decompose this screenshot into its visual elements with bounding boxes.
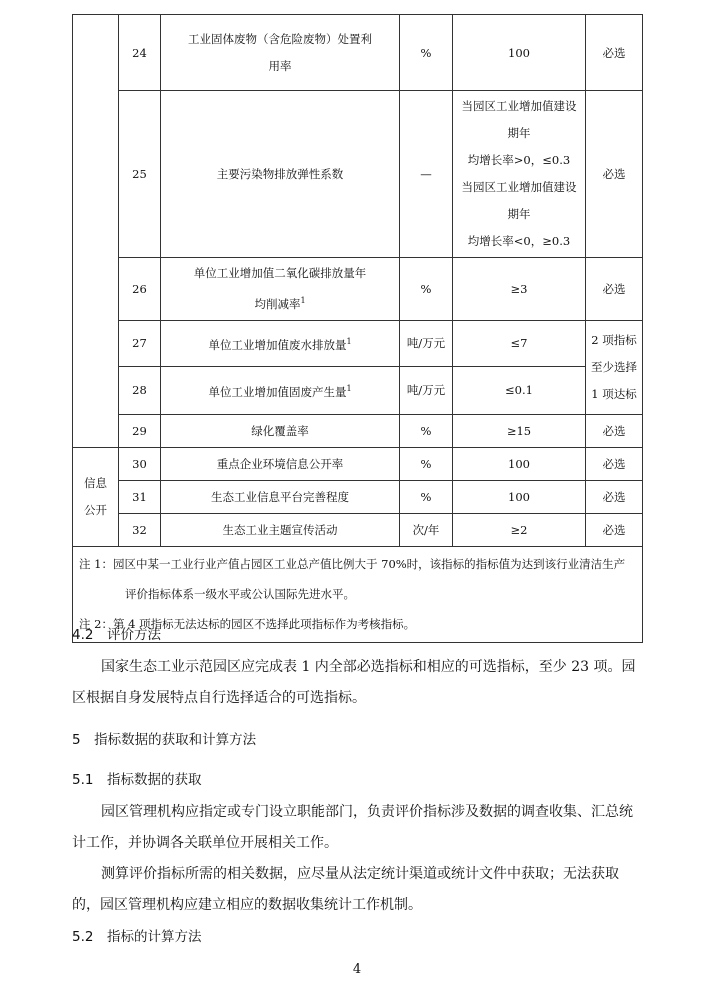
section-4-2-heading: 4.2 评价方法 bbox=[72, 627, 161, 643]
target-value: ≤7 bbox=[453, 320, 586, 366]
unit: % bbox=[400, 15, 453, 91]
target-value: 100 bbox=[453, 15, 586, 91]
indicator-type: 必选 bbox=[586, 513, 643, 546]
indicator-name: 工业固体废物（含危险废物）处置利 用率 bbox=[161, 15, 400, 91]
unit: 次/年 bbox=[400, 513, 453, 546]
footnote-mark: 1 bbox=[300, 296, 306, 305]
row-number: 31 bbox=[119, 480, 161, 513]
table-row bbox=[73, 447, 643, 480]
page-number: 4 bbox=[352, 962, 362, 977]
indicator-type: 必选 bbox=[586, 258, 643, 321]
note-1-continued: 评价指标体系一级水平或公认国际先进水平。 bbox=[125, 587, 355, 602]
row-number: 29 bbox=[119, 414, 161, 447]
unit: % bbox=[400, 480, 453, 513]
table-row bbox=[73, 91, 643, 258]
target-value: ≥15 bbox=[453, 414, 586, 447]
indicator-name: 单位工业增加值废水排放量$^1$ bbox=[161, 320, 400, 366]
row-number: 26 bbox=[119, 258, 161, 321]
indicator-name: 主要污染物排放弹性系数 bbox=[161, 91, 400, 258]
note-1: 注 1：园区中某一工业行业产值占园区工业总产值比例大于 70%时，该指标的指标值为达到该行业清洁生产 bbox=[79, 557, 626, 572]
indicator-type: 必选 bbox=[586, 447, 643, 480]
indicator-name: 生态工业主题宣传活动 bbox=[161, 513, 400, 546]
unit: 吨/万元 bbox=[400, 366, 453, 414]
row-number: 24 bbox=[119, 15, 161, 91]
target-value: 当园区工业增加值建设期年 均增长率>0，≤0.3 当园区工业增加值建设期年 均增长率<0，≥0.3 bbox=[453, 91, 586, 258]
indicator-name: 生态工业信息平台完善程度 bbox=[161, 480, 400, 513]
indicator-name: 重点企业环境信息公开率 bbox=[161, 447, 400, 480]
indicator-table bbox=[72, 14, 643, 643]
footnote-mark: 1 bbox=[346, 336, 352, 346]
row-number: 32 bbox=[119, 513, 161, 546]
row-number: 30 bbox=[119, 447, 161, 480]
note-2: 注 2：第 4 项指标无法达标的园区不选择此项指标作为考核指标。 bbox=[79, 617, 416, 632]
unit: 吨/万元 bbox=[400, 320, 453, 366]
category-cell: 信息 公开 bbox=[73, 447, 119, 546]
target-value: ≥2 bbox=[453, 513, 586, 546]
unit: % bbox=[400, 414, 453, 447]
section-5-1-heading: 5.1 指标数据的获取 bbox=[72, 772, 202, 788]
unit: — bbox=[400, 91, 453, 258]
section-5-1-paragraph-1: 园区管理机构应指定或专门设立职能部门，负责评价指标涉及数据的调查收集、汇总统计工作，并协调各关联单位开展相关工作。 bbox=[72, 804, 633, 851]
target-value: 100 bbox=[453, 480, 586, 513]
unit: % bbox=[400, 447, 453, 480]
table-row bbox=[73, 258, 643, 321]
indicator-table-container bbox=[72, 14, 642, 643]
table-row bbox=[73, 15, 643, 91]
table-row bbox=[73, 513, 643, 546]
indicator-name: 绿化覆盖率 bbox=[161, 414, 400, 447]
section-5-1-paragraph-2: 测算评价指标所需的相关数据，应尽量从法定统计渠道或统计文件中获取；无法获取的，园区管理机构应建立相应的数据收集统计工作机制。 bbox=[72, 866, 619, 913]
table-row bbox=[73, 320, 643, 366]
target-value: ≥3 bbox=[453, 258, 586, 321]
footnote-mark: 1 bbox=[346, 383, 352, 393]
indicator-type: 必选 bbox=[586, 15, 643, 91]
row-number: 28 bbox=[119, 366, 161, 414]
row-number: 25 bbox=[119, 91, 161, 258]
indicator-type-merged: 2 项指标 至少选择 1 项达标 bbox=[586, 320, 643, 414]
table-row bbox=[73, 366, 643, 414]
indicator-name: 单位工业增加值固废产生量$^1$ bbox=[161, 366, 400, 414]
unit: % bbox=[400, 258, 453, 321]
section-4-2-paragraph: 国家生态工业示范园区应完成表 1 内全部必选指标和相应的可选指标，至少 23 项。园区根据自身发展特点自行选择适合的可选指标。 bbox=[72, 659, 636, 706]
table-row bbox=[73, 414, 643, 447]
category-cell bbox=[73, 15, 119, 448]
section-5-2-heading: 5.2 指标的计算方法 bbox=[72, 929, 202, 945]
indicator-name: 单位工业增加值二氧化碳排放量年 均削减率$^1$ bbox=[161, 258, 400, 321]
indicator-type: 必选 bbox=[586, 414, 643, 447]
row-number: 27 bbox=[119, 320, 161, 366]
target-value: 100 bbox=[453, 447, 586, 480]
target-value: ≤0.1 bbox=[453, 366, 586, 414]
section-5-heading: 5 指标数据的获取和计算方法 bbox=[72, 732, 257, 748]
indicator-type: 必选 bbox=[586, 480, 643, 513]
table-row bbox=[73, 480, 643, 513]
indicator-type: 必选 bbox=[586, 91, 643, 258]
